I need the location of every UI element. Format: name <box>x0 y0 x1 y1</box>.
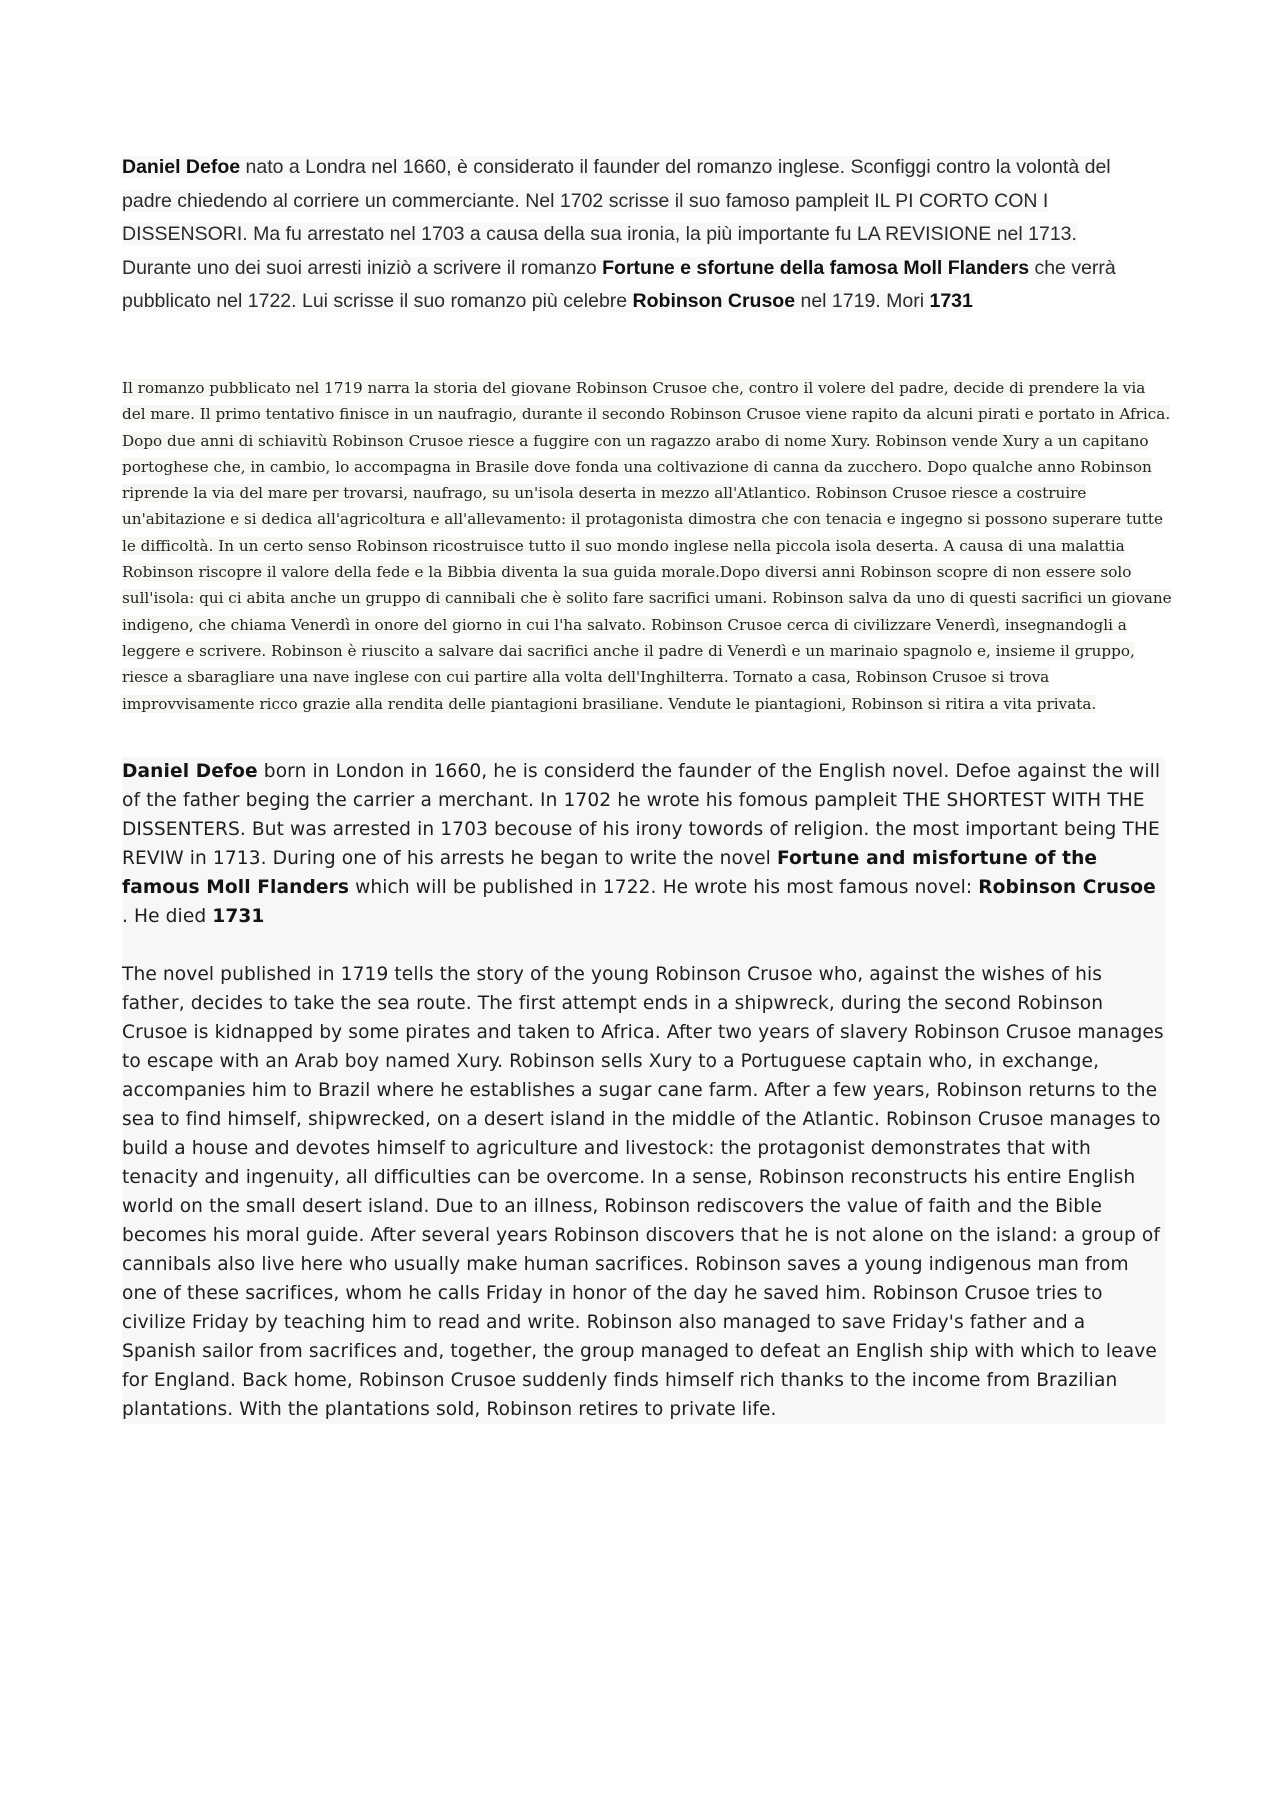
author-name-en: Daniel Defoe <box>122 761 258 782</box>
english-intro-paragraph <box>122 757 1165 931</box>
author-name: Daniel Defoe <box>122 156 241 178</box>
italian-summary-paragraph <box>122 375 1172 717</box>
moll-flanders-title: Fortune e sfortune della famosa Moll Flanders <box>602 256 1030 279</box>
english-summary-paragraph: The novel published in 1719 tells the story of the young Robinson Crusoe who, against the wishes of his father, decides to take the sea route. The first attempt ends in a shipwreck, during the second Robinson Crusoe is kidnapped by some pirates and taken to Africa. After two years of slavery Robinson Crusoe manages to escape with an Arab boy named Xury. Robinson sells Xury to a Portuguese captain who, in exchange, accompanies him to Brazil where he establishes a sugar cane farm. After a few years, Robinson returns to the sea to find himself, shipwrecked, on a desert island in the middle of the Atlantic. Robinson Crusoe manages to build a house and devotes himself to agriculture and livestock: the protagonist demonstrates that with tenacity and ingenuity, all difficulties can be overcome. In a sense, Robinson reconstructs his entire English world on the small desert island. Due to an illness, Robinson rediscovers the value of faith and the Bible becomes his moral guide. After several years Robinson discovers that he is not alone on the island: a group of cannibals also live here who usually make human sacrifices. Robinson saves a young indigenous man from one of these sacrifices, whom he calls Friday in honor of the day he saved him. Robinson Crusoe tries to civilize Friday by teaching him to read and write. Robinson also managed to save Friday's father and a Spanish sailor from sacrifices and, together, the group managed to defeat an English ship with which to leave for England. Back home, Robinson Crusoe suddenly finds himself rich thanks to the income from Brazilian plantations. With the plantations sold, Robinson retires to private life. <box>122 964 1164 1420</box>
english-intro-text-2: which will be published in 1722. He wrote his most famous novel: <box>349 877 979 898</box>
moll-flanders-title-en: Fortune and misfortune of the famous Moll Flanders <box>122 848 1098 898</box>
robinson-crusoe-title: Robinson Crusoe <box>632 290 796 313</box>
italian-intro-text-4: nel 1719. Mori <box>795 290 930 313</box>
italian-intro-highlight <box>122 156 1116 312</box>
italian-intro-text-1: nato a Londra nel 1660, è considerato il faunder del romanzo inglese. Sconfiggi contro la volontà del padre chiedendo al corriere un commerciante. Nel 1702 scrisse il suo famoso pampleit IL PI CORTO CON I DISSENSORI. Ma fu arrestato nel 1703 a causa della sua ironia, la più importante fu LA REVISIONE nel 1713. <box>122 156 1111 246</box>
italian-intro-text-2: Durante uno dei suoi arresti iniziò a scrivere il romanzo <box>122 256 603 279</box>
italian-intro-paragraph <box>122 151 1122 319</box>
death-year-en: 1731 <box>212 906 265 927</box>
italian-summary-text: Il romanzo pubblicato nel 1719 narra la storia del giovane Robinson Crusoe che, contro il volere del padre, decide di prendere la via del mare. Il primo tentativo finisce in un naufragio, durante il secondo Robinson Crusoe viene rapito da alcuni pirati e portato in Africa. Dopo due anni di schiavitù Robinson Crusoe riesce a fuggire con un ragazzo arabo di nome Xury. Robinson vende Xury a un capitano portoghese che, in cambio, lo accompagna in Brasile dove fonda una coltivazione di canna da zucchero. Dopo qualche anno Robinson riprende la via del mare per trovarsi, naufrago, su un'isola deserta in mezzo all'Atlantico. Robinson Crusoe riesce a costruire un'abitazione e si dedica all'agricoltura e all'allevamento: il protagonista dimostra che con tenacia e ingegno si possono superare tutte le difficoltà. In un certo senso Robinson ricostruisce tutto il suo mondo inglese nella piccola isola deserta. A causa di una malattia Robinson riscopre il valore della fede e la Bibbia diventa la sua guida morale.Dopo diversi anni Robinson scopre di non essere solo sull'isola: qui ci abita anche un gruppo di cannibali che è solito fare sacrifici umani. Robinson salva da uno di questi sacrifici un giovane indigeno, che chiama Venerdì in onore del giorno in cui l'ha salvato. Robinson Crusoe cerca di civilizzare Venerdì, insegnandogli a leggere e scrivere. Robinson è riuscito a salvare dai sacrifici anche il padre di Venerdì e un marinaio spagnolo e, insieme il gruppo, riesce a sbaragliare una nave inglese con cui partire alla volta dell'Inghilterra. Tornato a casa, Robinson Crusoe si trova improvvisamente ricco grazie alla rendita delle piantagioni brasiliane. Vendute le piantagioni, Robinson si ritira a vita privata. <box>122 379 1172 713</box>
robinson-crusoe-title-en: Robinson Crusoe <box>978 877 1156 898</box>
english-translation-block <box>122 757 1165 1424</box>
english-intro-text-3: . He died <box>122 906 213 927</box>
death-year: 1731 <box>929 290 973 313</box>
english-intro-text-1: born in London in 1660, he is considerd the faunder of the English novel. Defoe against the will of the father beging the carrier a merchant. In 1702 he wrote his fomous pampleit THE SHORTEST WITH THE DISSENTERS. But was arrested in 1703 becouse of his irony towords of religion. the most important being THE REVIW in 1713. During one of his arrests he began to write the novel <box>122 761 1161 869</box>
italian-intro-text-3: che verrà pubblicato nel 1722. Lui scrisse il suo romanzo più celebre <box>122 256 1116 313</box>
